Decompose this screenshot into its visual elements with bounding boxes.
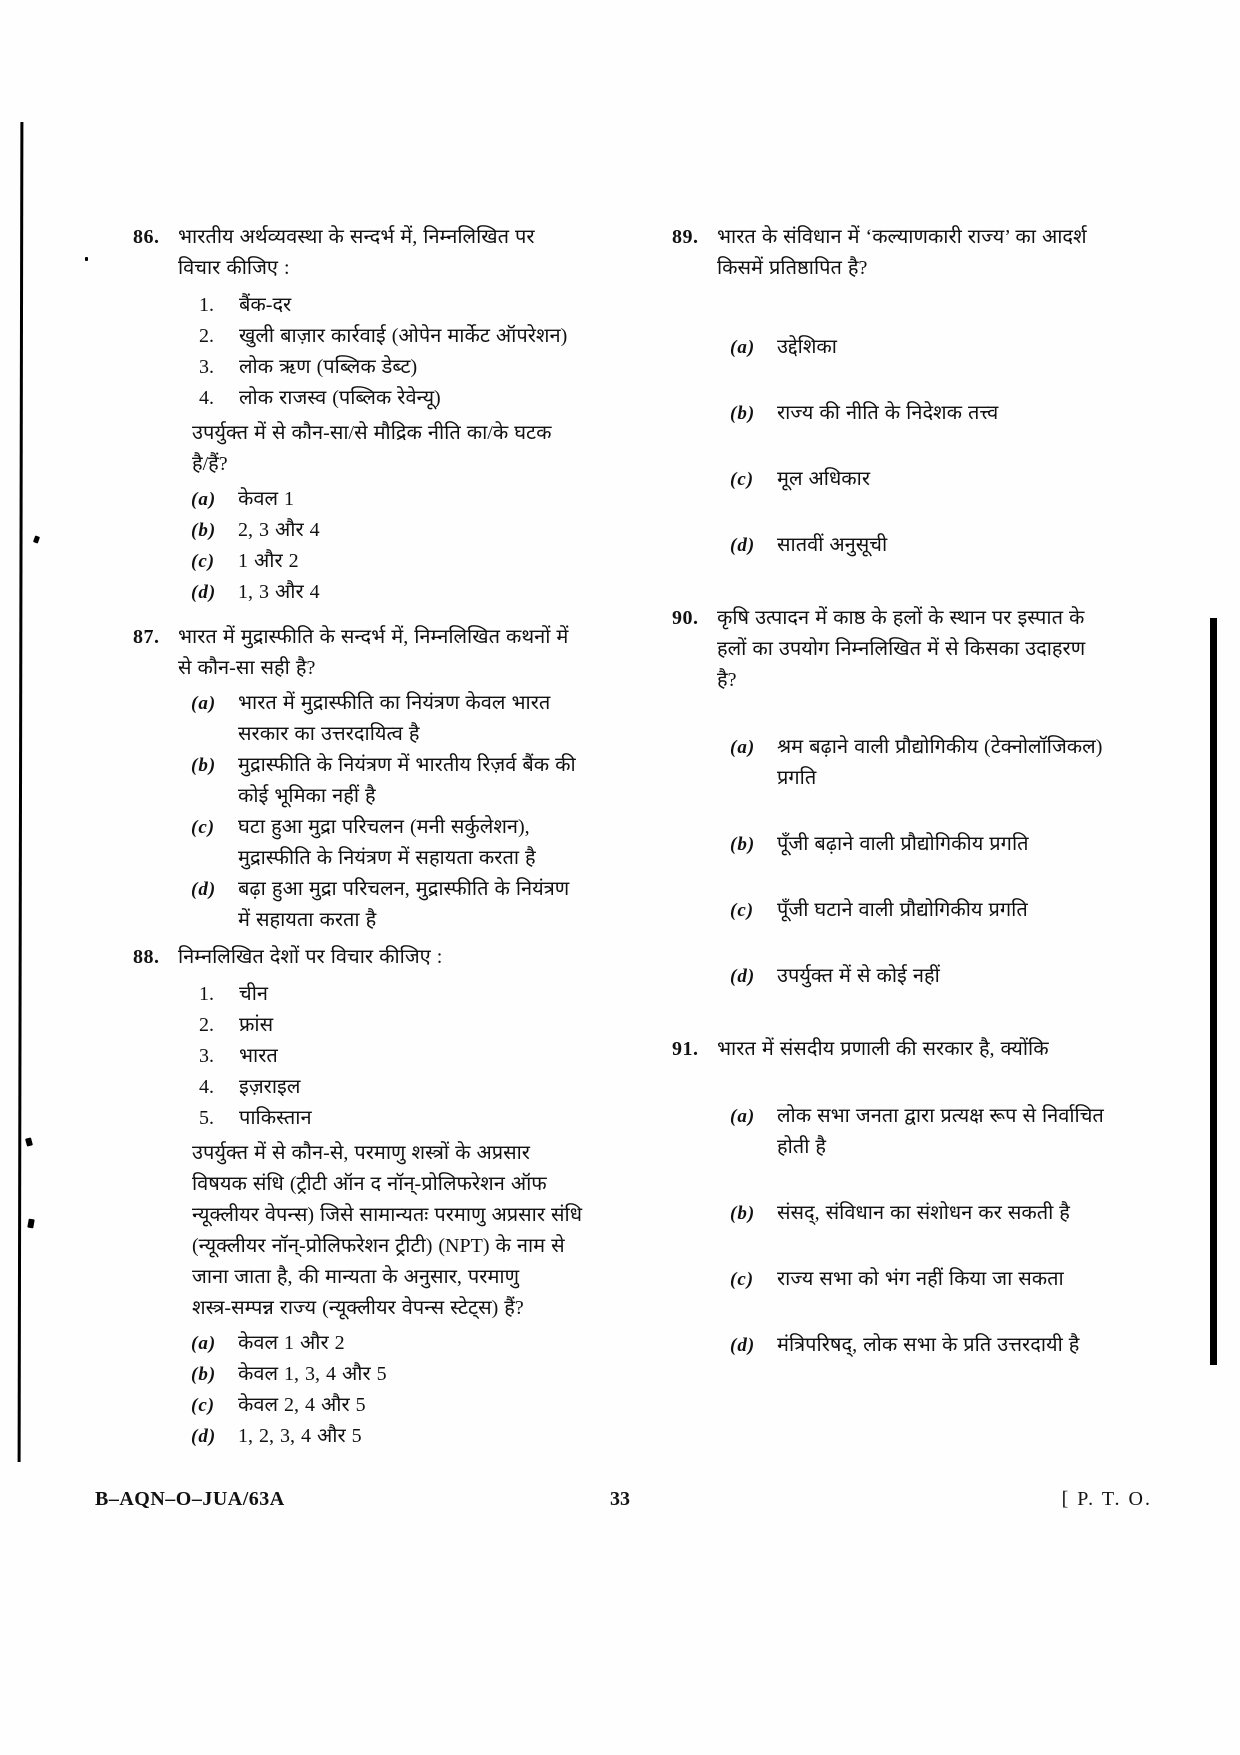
option-text-line: केवल 1 और 2 <box>238 1332 345 1354</box>
footer-pto: [ P. T. O. <box>1061 1488 1152 1510</box>
option-text <box>777 1264 1182 1295</box>
list-item-number: 3. <box>199 356 214 378</box>
option-row <box>133 546 603 577</box>
option-text <box>238 874 603 936</box>
option-row <box>672 398 1182 429</box>
option-row <box>133 515 603 546</box>
option-text-line: श्रम बढ़ाने वाली प्रौद्योगिकीय (टेक्नोलॉजिकल) <box>777 736 1103 758</box>
list-item <box>133 352 603 383</box>
option-label: (d) <box>730 535 756 556</box>
scan-speck <box>25 1137 33 1146</box>
options-group <box>672 732 1182 992</box>
list-item <box>133 383 603 414</box>
option-text <box>777 1198 1182 1229</box>
option-text-line: मंत्रिपरिषद्, लोक सभा के प्रति उत्तरदायी है <box>777 1334 1080 1356</box>
option-text <box>777 895 1182 926</box>
option-label: (b) <box>730 1203 756 1224</box>
options-group <box>672 1101 1182 1361</box>
option-text <box>777 398 1182 429</box>
list-item-text: बैंक-दर <box>239 294 292 316</box>
option-text-line: पूँजी घटाने वाली प्रौद्योगिकीय प्रगति <box>777 899 1028 921</box>
list-item <box>133 321 603 352</box>
option-text <box>777 961 1182 992</box>
list-item <box>133 1010 603 1041</box>
option-text-line: प्रगति <box>777 767 817 789</box>
option-label: (b) <box>730 403 756 424</box>
scan-edge-bar-right <box>1210 618 1217 1365</box>
question-text-line: भारतीय अर्थव्यवस्था के सन्दर्भ में, निम्नलिखित पर <box>178 226 535 248</box>
question-89 <box>672 222 1182 561</box>
option-text-line: भारत में मुद्रास्फीति का नियंत्रण केवल भारत <box>238 692 551 714</box>
option-text-line: केवल 2, 4 और 5 <box>238 1394 366 1416</box>
question-text-line: भारत के संविधान में ‘कल्याणकारी राज्य’ का आदर्श <box>717 226 1087 248</box>
question-88 <box>133 942 603 1452</box>
option-row <box>133 1359 603 1390</box>
option-text <box>238 515 603 546</box>
list-item-number: 2. <box>199 1014 214 1036</box>
scan-speck <box>33 535 40 543</box>
option-label: (d) <box>191 582 217 603</box>
option-row <box>672 1330 1182 1361</box>
option-label: (b) <box>730 834 756 855</box>
option-row <box>133 812 603 874</box>
option-row <box>672 1264 1182 1295</box>
option-text-line: मुद्रास्फीति के नियंत्रण में सहायता करता है <box>238 847 536 869</box>
option-text-line: सातवीं अनुसूची <box>777 534 888 556</box>
list-item-number: 4. <box>199 387 214 409</box>
option-row <box>133 577 603 608</box>
question-para-line: उपर्युक्त में से कौन-से, परमाणु शस्त्रों के अप्रसार <box>192 1142 530 1164</box>
question-para-line: शस्त्र-सम्पन्न राज्य (न्यूक्लीयर वेपन्स स्टेट्स) हैं? <box>192 1297 524 1319</box>
list-item-text: चीन <box>239 983 268 1005</box>
option-text <box>777 332 1182 363</box>
option-text-line: होती है <box>777 1136 826 1158</box>
option-text <box>238 577 603 608</box>
question-number: 91. <box>672 1038 699 1060</box>
option-label: (a) <box>730 337 756 358</box>
scan-speck <box>27 1219 34 1229</box>
option-text <box>238 1359 603 1390</box>
list-item <box>133 1072 603 1103</box>
option-text <box>238 688 603 750</box>
option-label: (a) <box>730 1106 756 1127</box>
option-text-line: राज्य सभा को भंग नहीं किया जा सकता <box>777 1268 1064 1290</box>
column-1 <box>133 222 603 1452</box>
scan-edge-line-left <box>18 122 24 1462</box>
option-label: (d) <box>191 1426 217 1447</box>
options-group <box>133 688 603 936</box>
option-row <box>133 688 603 750</box>
option-text-line: 1, 2, 3, 4 और 5 <box>238 1425 362 1447</box>
option-text-line: मुद्रास्फीति के नियंत्रण में भारतीय रिज़र्व बैंक की <box>238 754 576 776</box>
option-text-line: उद्देशिका <box>777 336 837 358</box>
option-text <box>238 750 603 812</box>
option-text <box>777 1101 1182 1163</box>
option-label: (a) <box>191 1333 217 1354</box>
option-label: (d) <box>191 879 217 900</box>
question-text-line: भारत में मुद्रास्फीति के सन्दर्भ में, निम्नलिखित कथनों में <box>178 626 569 648</box>
scan-speck <box>85 257 88 261</box>
question-text-line: है? <box>717 669 737 691</box>
option-row <box>672 732 1182 794</box>
booklet-code-suffix: 63A <box>248 1488 285 1510</box>
option-text-line: लोक सभा जनता द्वारा प्रत्यक्ष रूप से निर्वाचित <box>777 1105 1104 1127</box>
option-text <box>238 1328 603 1359</box>
list-item-number: 2. <box>199 325 214 347</box>
option-text-line: कोई भूमिका नहीं है <box>238 785 376 807</box>
option-row <box>133 874 603 936</box>
option-text-line: घटा हुआ मुद्रा परिचलन (मनी सर्कुलेशन), <box>238 816 530 838</box>
option-label: (b) <box>191 1364 217 1385</box>
option-row <box>133 1421 603 1452</box>
column-2 <box>672 222 1182 1396</box>
list-item-number: 5. <box>199 1107 214 1129</box>
question-number: 88. <box>133 946 160 968</box>
question-91 <box>672 1034 1182 1361</box>
question-text-line: किसमें प्रतिष्ठापित है? <box>717 257 868 279</box>
list-item-number: 1. <box>199 983 214 1005</box>
option-text-line: संसद्, संविधान का संशोधन कर सकती है <box>777 1202 1070 1224</box>
list-item-text: इज़राइल <box>239 1076 301 1098</box>
question-text-line: भारत में संसदीय प्रणाली की सरकार है, क्योंकि <box>717 1038 1049 1060</box>
list-item-text: लोक राजस्व (पब्लिक रेवेन्यू) <box>239 387 441 409</box>
options-group <box>672 332 1182 561</box>
option-text-line: 2, 3 और 4 <box>238 519 320 541</box>
option-label: (b) <box>191 755 217 776</box>
option-row <box>672 464 1182 495</box>
question-number: 87. <box>133 626 160 648</box>
option-text-line: केवल 1, 3, 4 और 5 <box>238 1363 387 1385</box>
question-87 <box>133 622 603 936</box>
list-item <box>133 1103 603 1134</box>
question-para-line: विषयक संधि (ट्रीटी ऑन द नॉन्-प्रोलिफरेशन ऑफ <box>192 1173 547 1195</box>
question-text-line: हलों का उपयोग निम्नलिखित में से किसका उदाहरण <box>717 638 1086 660</box>
option-text <box>238 546 603 577</box>
list-item-text: खुली बाज़ार कार्रवाई (ओपेन मार्केट ऑपरेशन) <box>239 325 568 347</box>
option-text-line: मूल अधिकार <box>777 468 870 490</box>
option-text-line: 1 और 2 <box>238 550 299 572</box>
footer-page-number: 33 <box>610 1488 630 1510</box>
option-text <box>777 530 1182 561</box>
option-text <box>238 1390 603 1421</box>
option-text <box>238 812 603 874</box>
list-item-text: लोक ऋण (पब्लिक डेब्ट) <box>239 356 418 378</box>
question-number: 86. <box>133 226 160 248</box>
list-item-text: भारत <box>239 1045 278 1067</box>
option-row <box>672 895 1182 926</box>
option-text-line: 1, 3 और 4 <box>238 581 320 603</box>
question-para-line: उपर्युक्त में से कौन-सा/से मौद्रिक नीति का/के घटक <box>192 422 552 444</box>
option-text-line: पूँजी बढ़ाने वाली प्रौद्योगिकीय प्रगति <box>777 833 1029 855</box>
option-row <box>672 829 1182 860</box>
option-row <box>133 750 603 812</box>
question-para-line: है/हैं? <box>192 453 228 475</box>
option-row <box>672 332 1182 363</box>
option-text <box>777 732 1182 794</box>
option-label: (d) <box>730 1335 756 1356</box>
option-label: (b) <box>191 520 217 541</box>
option-label: (c) <box>730 1269 755 1290</box>
option-label: (a) <box>191 489 217 510</box>
option-label: (c) <box>191 1395 216 1416</box>
option-text <box>238 484 603 515</box>
question-text-line: से कौन-सा सही है? <box>178 657 316 679</box>
option-text <box>777 464 1182 495</box>
option-row <box>672 961 1182 992</box>
question-para-line: (न्यूक्लीयर नॉन्-प्रोलिफरेशन ट्रीटी) (NPT) के नाम से <box>192 1235 565 1257</box>
option-label: (a) <box>191 693 217 714</box>
options-group <box>133 1328 603 1452</box>
option-row <box>133 1328 603 1359</box>
list-item-number: 1. <box>199 294 214 316</box>
option-text-line: में सहायता करता है <box>238 909 377 931</box>
option-label: (c) <box>730 469 755 490</box>
list-item <box>133 979 603 1010</box>
option-label: (a) <box>730 737 756 758</box>
option-row <box>672 530 1182 561</box>
question-para-line: जाना जाता है, की मान्यता के अनुसार, परमाणु <box>192 1266 520 1288</box>
page-footer <box>0 1484 1240 1516</box>
question-number: 89. <box>672 226 699 248</box>
question-text-line: कृषि उत्पादन में काष्ठ के हलों के स्थान पर इस्पात के <box>717 607 1085 629</box>
option-row <box>672 1101 1182 1163</box>
list-item-number: 3. <box>199 1045 214 1067</box>
question-para-line: न्यूक्लीयर वेपन्स) जिसे सामान्यतः परमाणु अप्रसार संधि <box>192 1204 583 1226</box>
option-text-line: बढ़ा हुआ मुद्रा परिचलन, मुद्रास्फीति के नियंत्रण <box>238 878 570 900</box>
option-text <box>777 1330 1182 1361</box>
option-text <box>777 829 1182 860</box>
question-text-line: विचार कीजिए : <box>178 257 290 279</box>
option-label: (c) <box>730 900 755 921</box>
question-number: 90. <box>672 607 699 629</box>
booklet-code-prefix: B–AQN–O–JUA/ <box>95 1488 249 1510</box>
option-text-line: राज्य की नीति के निदेशक तत्त्व <box>777 402 999 424</box>
option-text-line: सरकार का उत्तरदायित्व है <box>238 723 420 745</box>
option-text-line: केवल 1 <box>238 488 295 510</box>
option-label: (d) <box>730 966 756 987</box>
question-text-line: निम्नलिखित देशों पर विचार कीजिए : <box>178 946 443 968</box>
option-row <box>133 1390 603 1421</box>
list-item <box>133 1041 603 1072</box>
list-item <box>133 290 603 321</box>
question-90 <box>672 603 1182 992</box>
option-label: (c) <box>191 817 216 838</box>
option-text <box>238 1421 603 1452</box>
option-row <box>133 484 603 515</box>
options-group <box>133 484 603 608</box>
option-label: (c) <box>191 551 216 572</box>
list-item-number: 4. <box>199 1076 214 1098</box>
option-text-line: उपर्युक्त में से कोई नहीं <box>777 965 940 987</box>
list-item-text: पाकिस्तान <box>239 1107 312 1129</box>
list-item-text: फ्रांस <box>239 1014 274 1036</box>
option-row <box>672 1198 1182 1229</box>
question-86 <box>133 222 603 608</box>
